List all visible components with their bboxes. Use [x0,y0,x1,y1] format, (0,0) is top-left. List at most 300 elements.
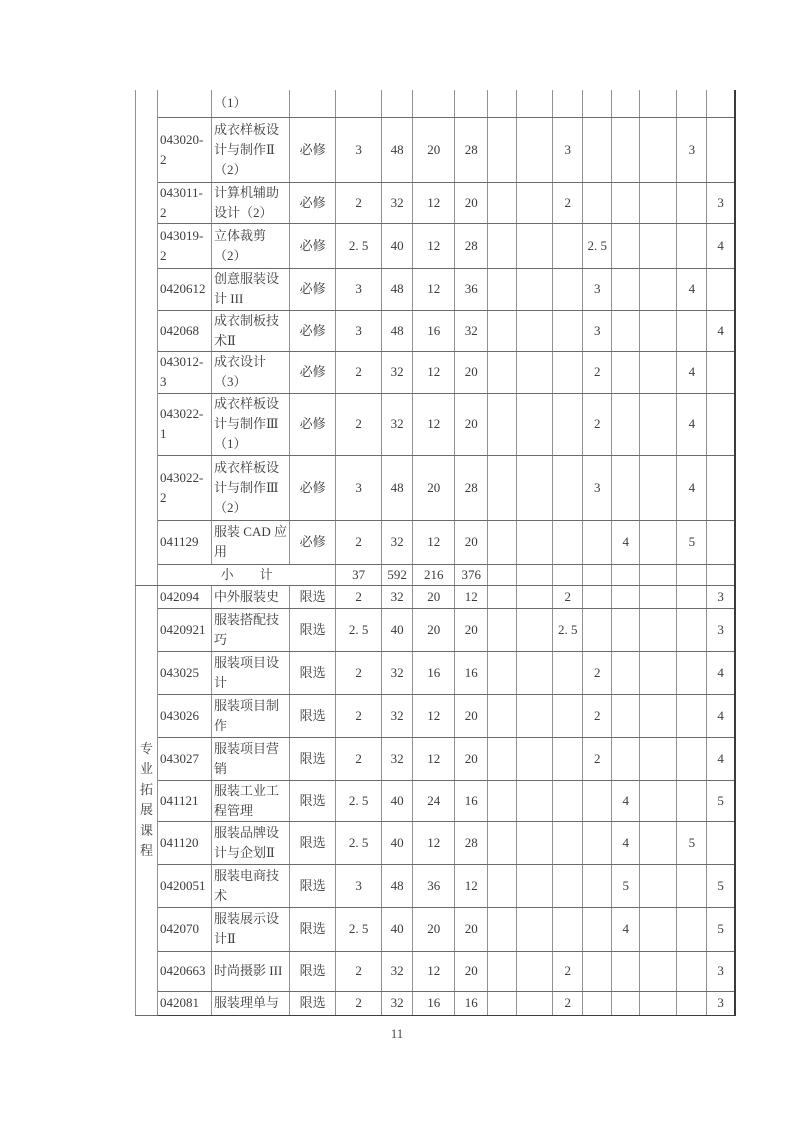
cell-course-name: 服装工业工程管理 [212,780,290,821]
cell-theory: 12 [413,351,455,393]
cell-credits: 2. 5 [336,780,382,821]
cell-sem3: 2 [553,585,583,608]
cell-practice: 28 [455,117,488,182]
table-row [136,117,736,182]
cell-course-code: 042068 [158,310,212,351]
cell-sem2 [517,585,553,608]
cell-course-name: 中外服装史 [212,585,290,608]
cell-sem2 [517,182,553,223]
cell-sem6 [640,951,677,991]
cell-check [707,117,735,182]
cell-sem2 [517,310,553,351]
cell-exam: 4 [677,393,707,455]
cell-credits: 2 [336,737,382,780]
empty-cell [488,564,517,585]
cell-check: 4 [707,223,735,268]
cell-sem5 [612,455,640,520]
cell-credits: 2 [336,393,382,455]
cell-sem4: 3 [583,268,612,310]
cell-sem5 [612,651,640,694]
cell-course-code: 043022-2 [158,455,212,520]
table-row [136,991,736,1015]
cell-exam [677,737,707,780]
cell-course-name: 成衣制板技术Ⅱ [212,310,290,351]
cell-total: 32 [382,351,413,393]
cell-sem6 [640,455,677,520]
cell-theory: 16 [413,991,455,1015]
cell-credits: 2 [336,951,382,991]
cell-sem5 [612,90,640,117]
cell-sem3 [553,520,583,564]
cell-course-type: 必修 [290,455,336,520]
cell-sem4: 2 [583,694,612,737]
empty-cell [640,564,677,585]
cell-theory: 12 [413,694,455,737]
table-row [136,90,736,117]
cell-exam [677,991,707,1015]
cell-course-code: 043020-2 [158,117,212,182]
cell-credits: 2 [336,694,382,737]
cell-sem4 [583,90,612,117]
cell-sem1 [488,223,517,268]
cell-sem2 [517,991,553,1015]
cell-sem1 [488,268,517,310]
cell-sem3 [553,694,583,737]
cell-total: 32 [382,651,413,694]
table-row [136,310,736,351]
cell-sem3 [553,310,583,351]
cell-total: 32 [382,737,413,780]
cell-course-type: 必修 [290,117,336,182]
cell-theory: 12 [413,393,455,455]
cell-check [707,393,735,455]
cell-course-name: （1） [212,90,290,117]
cell-sem3 [553,821,583,864]
cell-exam [677,585,707,608]
cell-course-name: 时尚摄影 III [212,951,290,991]
table-row [136,268,736,310]
cell-sem6 [640,864,677,907]
cell-exam: 5 [677,821,707,864]
cell-sem6 [640,651,677,694]
table-row [136,651,736,694]
cell-check [707,268,735,310]
table-row [136,694,736,737]
cell-sem2 [517,90,553,117]
category-vertical-label: 专业拓展课程 [139,740,153,858]
cell-sem5 [612,351,640,393]
cell-sem1 [488,651,517,694]
cell-total: 48 [382,864,413,907]
cell-course-type: 限选 [290,737,336,780]
table-row [136,520,736,564]
cell-course-code: 043025 [158,651,212,694]
cell-exam [677,907,707,951]
cell-total: 32 [382,393,413,455]
cell-theory: 16 [413,310,455,351]
cell-sem4 [583,991,612,1015]
cell-practice: 28 [455,821,488,864]
subtotal-row [136,564,736,585]
cell-course-code: 042081 [158,991,212,1015]
cell-sem1 [488,991,517,1015]
cell-credits: 2. 5 [336,821,382,864]
cell-sem2 [517,821,553,864]
cell-practice: 20 [455,951,488,991]
table-row [136,907,736,951]
table-row [136,608,736,651]
cell-sem4: 2. 5 [583,223,612,268]
cell-practice: 20 [455,737,488,780]
cell-practice: 32 [455,310,488,351]
cell-sem6 [640,393,677,455]
cell-sem1 [488,351,517,393]
cell-sem4: 3 [583,310,612,351]
cell-sem6 [640,117,677,182]
cell-course-name: 服装 CAD 应用 [212,520,290,564]
empty-cell [677,564,707,585]
cell-sem1 [488,585,517,608]
cell-theory [413,90,455,117]
cell-sem2 [517,351,553,393]
cell-course-name: 成衣样板设计与制作Ⅲ（1） [212,393,290,455]
cell-sem5: 4 [612,821,640,864]
cell-course-code: 041129 [158,520,212,564]
cell-sem6 [640,780,677,821]
cell-practice: 20 [455,608,488,651]
cell-sem6 [640,608,677,651]
cell-theory: 16 [413,651,455,694]
cell-sem5 [612,608,640,651]
cell-sem3 [553,90,583,117]
cell-practice: 28 [455,223,488,268]
cell-course-name: 服装理单与 [212,991,290,1015]
cell-credits: 3 [336,117,382,182]
cell-total: 32 [382,182,413,223]
cell-course-name: 创意服装设计 III [212,268,290,310]
cell-total [382,90,413,117]
cell-course-code: 043022-1 [158,393,212,455]
cell-sem2 [517,864,553,907]
cell-course-name: 服装展示设计Ⅱ [212,907,290,951]
cell-sem1 [488,90,517,117]
cell-total: 40 [382,907,413,951]
cell-sem1 [488,951,517,991]
cell-course-type: 限选 [290,780,336,821]
cell-sem3 [553,907,583,951]
cell-sem6 [640,182,677,223]
cell-sem6 [640,351,677,393]
cell-course-name: 成衣样板设计与制作Ⅲ（2） [212,455,290,520]
cell-sem4 [583,864,612,907]
cell-course-type: 限选 [290,907,336,951]
cell-sem4: 2 [583,393,612,455]
cell-sem1 [488,393,517,455]
cell-sem3 [553,651,583,694]
cell-sem6 [640,520,677,564]
cell-total: 32 [382,585,413,608]
cell-sem1 [488,117,517,182]
cell-course-type: 限选 [290,608,336,651]
table-row [136,585,736,608]
cell-course-code: 041121 [158,780,212,821]
cell-exam: 5 [677,520,707,564]
cell-sem2 [517,520,553,564]
cell-course-type: 必修 [290,310,336,351]
cell-exam [677,608,707,651]
table-row [136,864,736,907]
cell-course-type: 限选 [290,821,336,864]
cell-practice: 20 [455,520,488,564]
cell-sem4 [583,780,612,821]
category-cell [136,90,158,585]
course-table-body [136,90,736,1015]
cell-total: 32 [382,951,413,991]
cell-sem4 [583,585,612,608]
subtotal-total: 592 [382,564,413,585]
cell-sem3 [553,780,583,821]
cell-course-name: 服装搭配技巧 [212,608,290,651]
cell-check [707,520,735,564]
cell-exam [677,182,707,223]
cell-course-code: 043019-2 [158,223,212,268]
table-row [136,351,736,393]
cell-course-name: 成衣样板设计与制作Ⅱ（2） [212,117,290,182]
cell-credits: 2 [336,182,382,223]
cell-sem5 [612,223,640,268]
cell-total: 48 [382,455,413,520]
cell-course-type: 限选 [290,864,336,907]
cell-sem4: 2 [583,651,612,694]
cell-check: 3 [707,182,735,223]
cell-sem5: 4 [612,520,640,564]
cell-exam [677,651,707,694]
cell-course-type: 必修 [290,223,336,268]
cell-sem3 [553,393,583,455]
table-row [136,737,736,780]
cell-sem2 [517,951,553,991]
cell-sem1 [488,608,517,651]
cell-sem2 [517,780,553,821]
category-cell [136,585,158,1015]
subtotal-credits: 37 [336,564,382,585]
cell-sem4: 2 [583,351,612,393]
cell-course-type: 必修 [290,268,336,310]
cell-theory: 12 [413,821,455,864]
cell-sem1 [488,182,517,223]
cell-course-name: 服装品牌设计与企划Ⅱ [212,821,290,864]
cell-total: 32 [382,520,413,564]
cell-sem3 [553,864,583,907]
cell-sem2 [517,651,553,694]
cell-course-code: 042094 [158,585,212,608]
cell-exam [677,223,707,268]
cell-course-code: 043012-3 [158,351,212,393]
cell-check: 5 [707,780,735,821]
cell-theory: 12 [413,182,455,223]
cell-sem3: 2 [553,182,583,223]
curriculum-table [135,90,736,1016]
table-row [136,182,736,223]
cell-course-code: 0420612 [158,268,212,310]
cell-credits: 2 [336,351,382,393]
cell-course-code: 0420051 [158,864,212,907]
cell-sem1 [488,821,517,864]
cell-practice: 20 [455,351,488,393]
cell-sem2 [517,393,553,455]
subtotal-theory: 216 [413,564,455,585]
cell-total: 32 [382,991,413,1015]
cell-theory: 24 [413,780,455,821]
cell-credits: 3 [336,455,382,520]
cell-sem6 [640,737,677,780]
cell-sem5 [612,310,640,351]
cell-sem4 [583,821,612,864]
cell-credits [336,90,382,117]
cell-theory: 36 [413,864,455,907]
cell-sem4 [583,117,612,182]
cell-practice: 16 [455,991,488,1015]
cell-credits: 2 [336,585,382,608]
cell-check: 5 [707,907,735,951]
cell-sem4: 2 [583,737,612,780]
cell-check: 5 [707,864,735,907]
table-row [136,780,736,821]
cell-sem5 [612,737,640,780]
cell-course-code: 0420921 [158,608,212,651]
cell-credits: 2 [336,520,382,564]
table-row [136,821,736,864]
cell-practice: 12 [455,864,488,907]
cell-course-type: 必修 [290,182,336,223]
cell-total: 32 [382,694,413,737]
cell-credits: 3 [336,864,382,907]
cell-sem5 [612,393,640,455]
cell-course-code: 043011-2 [158,182,212,223]
cell-sem3 [553,455,583,520]
cell-exam: 4 [677,351,707,393]
cell-sem2 [517,268,553,310]
cell-total: 48 [382,268,413,310]
cell-sem4 [583,520,612,564]
cell-practice: 36 [455,268,488,310]
cell-sem5 [612,951,640,991]
cell-sem5 [612,991,640,1015]
cell-credits: 2. 5 [336,223,382,268]
cell-sem5 [612,117,640,182]
cell-practice: 16 [455,651,488,694]
cell-practice: 20 [455,907,488,951]
cell-check: 4 [707,651,735,694]
cell-check: 3 [707,991,735,1015]
cell-total: 40 [382,821,413,864]
cell-course-code: 043027 [158,737,212,780]
cell-exam [677,90,707,117]
cell-course-type: 限选 [290,991,336,1015]
cell-total: 48 [382,310,413,351]
cell-sem6 [640,694,677,737]
cell-check: 3 [707,585,735,608]
cell-sem6 [640,991,677,1015]
cell-theory: 12 [413,951,455,991]
cell-theory: 12 [413,737,455,780]
cell-exam: 4 [677,455,707,520]
cell-total: 40 [382,223,413,268]
cell-course-type: 限选 [290,951,336,991]
cell-sem3: 2 [553,951,583,991]
cell-sem2 [517,608,553,651]
cell-check [707,821,735,864]
cell-sem5 [612,585,640,608]
empty-cell [583,564,612,585]
cell-theory: 20 [413,608,455,651]
cell-sem6 [640,907,677,951]
cell-sem5 [612,694,640,737]
cell-theory: 12 [413,520,455,564]
cell-course-type [290,90,336,117]
cell-sem3 [553,268,583,310]
cell-check: 4 [707,737,735,780]
cell-credits: 2. 5 [336,907,382,951]
cell-sem6 [640,821,677,864]
cell-credits: 2 [336,651,382,694]
cell-credits: 2. 5 [336,608,382,651]
cell-sem2 [517,737,553,780]
cell-credits: 2 [336,991,382,1015]
cell-sem1 [488,780,517,821]
cell-exam: 4 [677,268,707,310]
cell-theory: 20 [413,585,455,608]
cell-sem3: 2. 5 [553,608,583,651]
cell-course-code: 0420663 [158,951,212,991]
cell-sem2 [517,694,553,737]
cell-sem3 [553,737,583,780]
cell-sem3 [553,223,583,268]
cell-sem6 [640,223,677,268]
cell-practice: 28 [455,455,488,520]
cell-exam [677,951,707,991]
cell-sem1 [488,737,517,780]
cell-sem6 [640,268,677,310]
cell-exam [677,694,707,737]
cell-practice: 12 [455,585,488,608]
cell-sem4: 3 [583,455,612,520]
page-number: 11 [390,1026,404,1041]
cell-check: 4 [707,694,735,737]
cell-sem1 [488,864,517,907]
cell-course-code [158,90,212,117]
table-row [136,455,736,520]
cell-sem3: 3 [553,117,583,182]
cell-sem5: 5 [612,864,640,907]
cell-check [707,455,735,520]
table-row [136,951,736,991]
cell-sem2 [517,907,553,951]
cell-exam [677,864,707,907]
table-row [136,393,736,455]
cell-check [707,351,735,393]
table-row [136,223,736,268]
cell-check: 3 [707,608,735,651]
empty-cell [707,564,735,585]
cell-course-name: 成衣设计（3） [212,351,290,393]
cell-course-type: 限选 [290,694,336,737]
cell-exam [677,310,707,351]
cell-course-code: 041120 [158,821,212,864]
empty-cell [517,564,553,585]
cell-course-type: 限选 [290,585,336,608]
cell-sem4 [583,182,612,223]
